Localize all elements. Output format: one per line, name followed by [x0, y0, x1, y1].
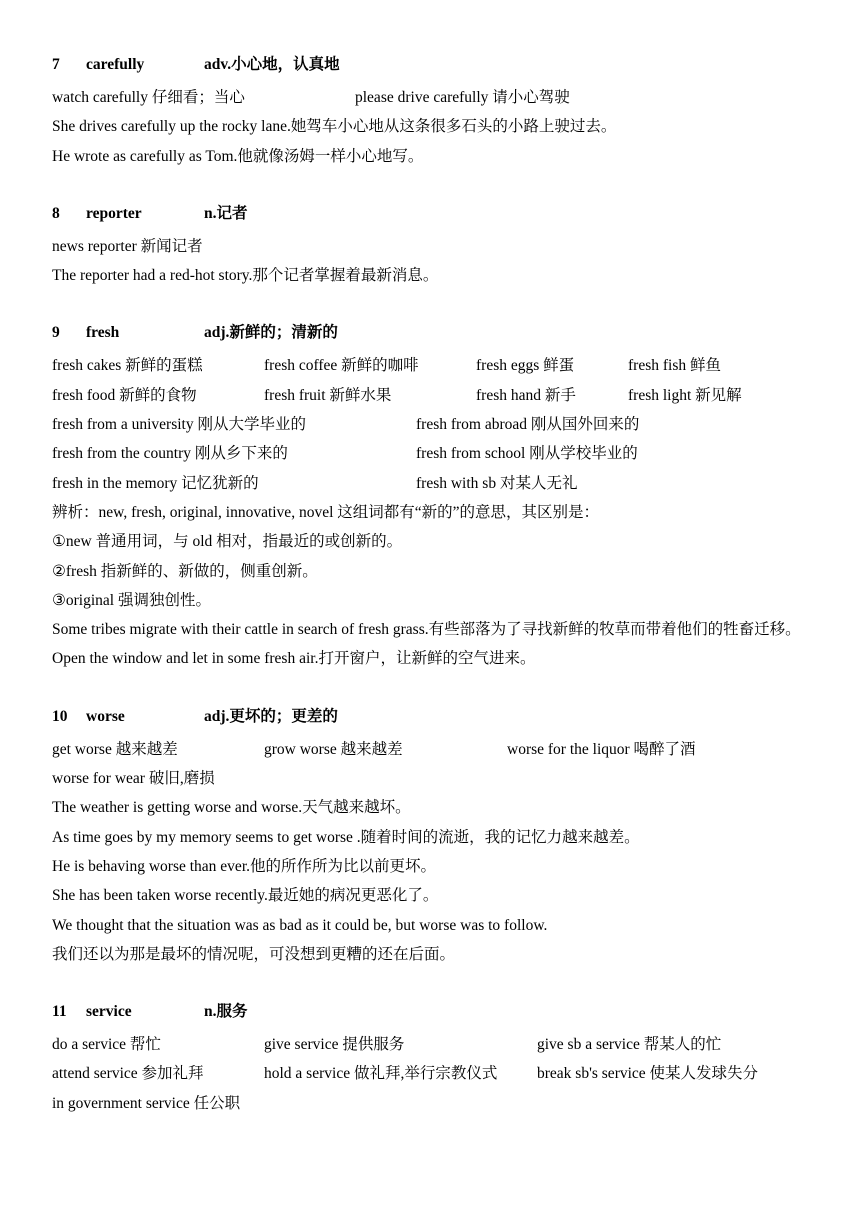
- phrase: fresh from a university 刚从大学毕业的: [52, 416, 306, 434]
- phrase: give sb a service 帮某人的忙: [537, 1036, 722, 1054]
- entry-heading: [52, 997, 822, 1027]
- phrase: attend service 参加礼拜: [52, 1065, 204, 1083]
- phrase: fresh fruit 新鲜水果: [264, 386, 392, 404]
- analysis-text: 辨析：new, fresh, original, innovative, novel 这组词都有“新的”的意思，其区别是：: [52, 503, 600, 521]
- phrase: worse for the liquor 喝醉了酒: [507, 740, 696, 758]
- phrase: get worse 越来越差: [52, 740, 178, 758]
- example-sentence: The reporter had a red-hot story.那个记者掌握着最新消息。: [52, 267, 439, 285]
- entry-word: reporter: [86, 204, 142, 222]
- phrase-row: [52, 410, 822, 439]
- example-sentence: He is behaving worse than ever.他的所作所为比以前更坏。: [52, 857, 436, 875]
- example-sentence: We thought that the situation was as bad as it could be, but worse was to follow.: [52, 916, 548, 934]
- phrase: fresh hand 新手: [476, 386, 576, 404]
- phrase: please drive carefully 请小心驾驶: [355, 89, 570, 106]
- entry-service: [52, 997, 822, 1118]
- entry-number: 8: [52, 204, 60, 222]
- phrase: fresh from the country 刚从乡下来的: [52, 445, 288, 463]
- example-sentence: Open the window and let in some fresh air.打开窗户，让新鲜的空气进来。: [52, 650, 536, 668]
- entry-fresh: [52, 318, 822, 673]
- entry-number: 7: [52, 56, 60, 73]
- entry-worse: [52, 702, 822, 969]
- entry-number: 9: [52, 324, 60, 342]
- phrase: news reporter 新闻记者: [52, 237, 203, 255]
- entry-pos: adj.更坏的；更差的: [204, 707, 338, 725]
- analysis-note: ③original 强调独创性。: [52, 591, 211, 609]
- phrase: fresh fish 鲜鱼: [628, 357, 721, 375]
- phrase: worse for wear 破旧,磨损: [52, 770, 215, 788]
- phrase-row: [52, 1030, 822, 1059]
- document-page: [52, 50, 822, 1146]
- entry-word: carefully: [86, 56, 145, 73]
- phrase: grow worse 越来越差: [264, 740, 403, 758]
- entry-carefully: [52, 50, 822, 171]
- example-sentence: He wrote as carefully as Tom.他就像汤姆一样小心地写。: [52, 147, 424, 165]
- phrase: fresh light 新见解: [628, 386, 742, 404]
- phrase-row: [52, 439, 822, 468]
- analysis-note: ①new 普通用词，与 old 相对，指最近的或创新的。: [52, 533, 403, 551]
- phrase-row: [52, 83, 822, 112]
- phrase: fresh from abroad 刚从国外回来的: [416, 416, 640, 434]
- phrase: hold a service 做礼拜,举行宗教仪式: [264, 1065, 498, 1083]
- phrase: fresh coffee 新鲜的咖啡: [264, 357, 419, 375]
- phrase: break sb's service 使某人发球失分: [537, 1065, 759, 1083]
- phrase: fresh from school 刚从学校毕业的: [416, 445, 638, 463]
- entry-word: worse: [86, 707, 125, 725]
- entry-word: fresh: [86, 324, 120, 342]
- entry-heading: [52, 318, 822, 348]
- phrase: give service 提供服务: [264, 1036, 405, 1054]
- entry-heading: [52, 702, 822, 732]
- entry-heading: [52, 199, 822, 229]
- entry-heading: [52, 50, 822, 80]
- example-sentence: As time goes by my memory seems to get worse .随着时间的流逝，我的记忆力越来越差。: [52, 828, 640, 846]
- example-sentence: The weather is getting worse and worse.天气越来越坏。: [52, 799, 411, 817]
- entry-pos: adj.新鲜的；清新的: [204, 324, 338, 342]
- phrase: watch carefully 仔细看；当心: [52, 89, 245, 106]
- phrase: do a service 帮忙: [52, 1036, 161, 1054]
- entry-pos: adv.小心地，认真地: [204, 56, 340, 73]
- example-sentence: 我们还以为那是最坏的情况呢，可没想到更糟的还在后面。: [52, 945, 456, 963]
- phrase-row: [52, 351, 822, 380]
- example-sentence: Some tribes migrate with their cattle in search of fresh grass.有些部落为了寻找新鲜的牧草而带着他们的牲畜迁移。: [52, 621, 801, 639]
- example-sentence: She has been taken worse recently.最近她的病况更恶化了。: [52, 887, 439, 905]
- phrase-row: [52, 735, 822, 764]
- entry-pos: n.服务: [204, 1003, 248, 1021]
- phrase-row: [52, 381, 822, 410]
- phrase: fresh cakes 新鲜的蛋糕: [52, 357, 203, 375]
- entry-number: 11: [52, 1003, 67, 1021]
- phrase-row: [52, 469, 822, 498]
- phrase: fresh food 新鲜的食物: [52, 386, 197, 404]
- entry-number: 10: [52, 707, 68, 725]
- phrase: in government service 任公职: [52, 1094, 241, 1112]
- phrase: fresh eggs 鲜蛋: [476, 357, 575, 375]
- analysis-note: ②fresh 指新鲜的、新做的，侧重创新。: [52, 562, 318, 580]
- entry-word: service: [86, 1003, 132, 1021]
- phrase-row: [52, 1059, 822, 1088]
- entry-reporter: [52, 199, 822, 291]
- example-sentence: She drives carefully up the rocky lane.她驾车小心地从这条很多石头的小路上驶过去。: [52, 118, 617, 136]
- phrase: fresh with sb 对某人无礼: [416, 474, 578, 492]
- entry-pos: n.记者: [204, 204, 248, 222]
- phrase: fresh in the memory 记忆犹新的: [52, 474, 259, 492]
